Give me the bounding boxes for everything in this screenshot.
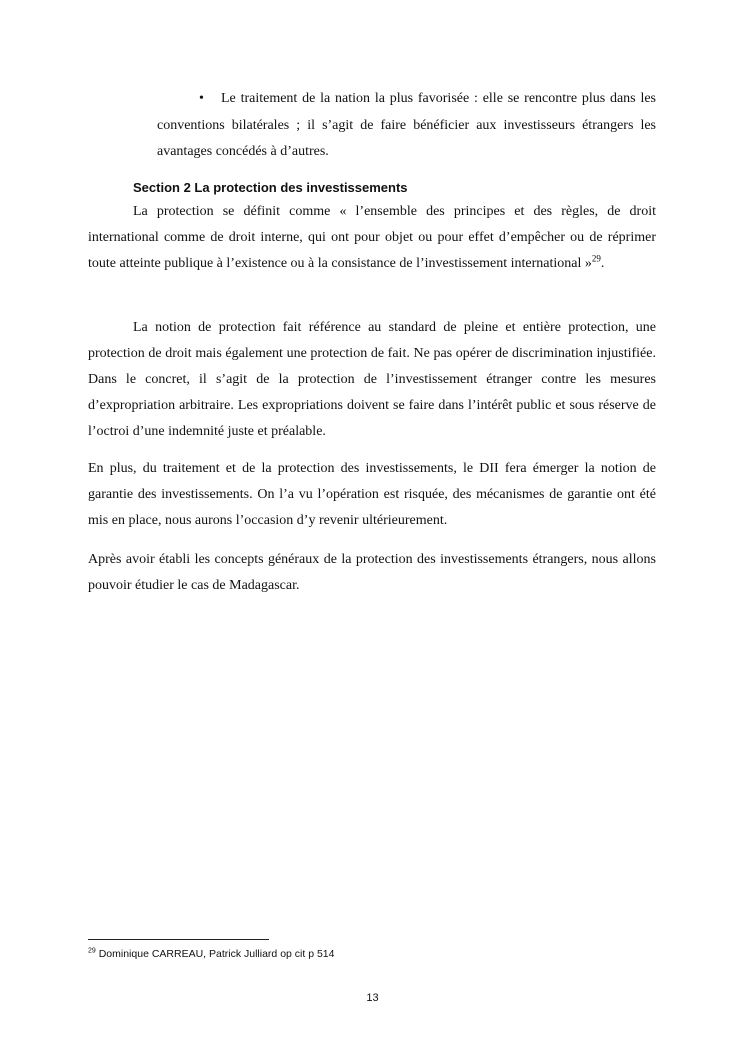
footnote-text: Dominique CARREAU, Patrick Julliard op cit p 514: [95, 948, 335, 960]
footnote-reference[interactable]: 29: [591, 253, 601, 264]
paragraph-protection-notion: La notion de protection fait référence au standard de pleine et entière protection, une protection de droit mais également une protection de fait. Ne pas opérer de discrimination injustifiée. Dans le concret, il s’agit de la protection de l’investissement étranger contre les mesures d’expropriation arbitraire. Les expropriations doivent se faire dans l’intérêt public et sous réserve de l’octroi d’une indemnité juste et préalable.: [88, 320, 656, 439]
paragraph-madagascar: Après avoir établi les concepts généraux de la protection des investissements étrangers, nous allons pouvoir étudier le cas de Madagascar.: [88, 552, 656, 593]
footnote: [88, 946, 334, 962]
bullet-marker: •: [199, 91, 204, 106]
paragraph-end: .: [600, 256, 605, 271]
bullet-text: Le traitement de la nation la plus favorisée : elle se rencontre plus dans les conventions bilatérales ; il s’agit de faire bénéficier aux investisseurs étrangers les avantages concédés à d’autres.: [157, 91, 656, 159]
page-number: 13: [366, 992, 379, 1004]
paragraph-text: La protection se définit comme « l’ensemble des principes et des règles, de droit international comme de droit interne, qui ont pour objet ou pour effet d’empêcher ou de réprimer toute atteinte publique à l’existence ou à la consistance de l’investissement international »: [88, 204, 656, 271]
bullet-paragraph: [157, 86, 656, 166]
section-heading: Section 2 La protection des investissements: [133, 180, 408, 195]
paragraph-protection-definition: [88, 199, 656, 277]
footnote-number: 29: [88, 947, 96, 955]
paragraph-guarantee: En plus, du traitement et de la protection des investissements, le DII fera émerger la notion de garantie des investissements. On l’a vu l’opération est risquée, des mécanismes de garantie ont été mis en place, nous aurons l’occasion d’y revenir ultérieurement.: [88, 461, 656, 528]
footnote-separator: [88, 939, 269, 940]
bullet-list-item: [157, 86, 656, 166]
